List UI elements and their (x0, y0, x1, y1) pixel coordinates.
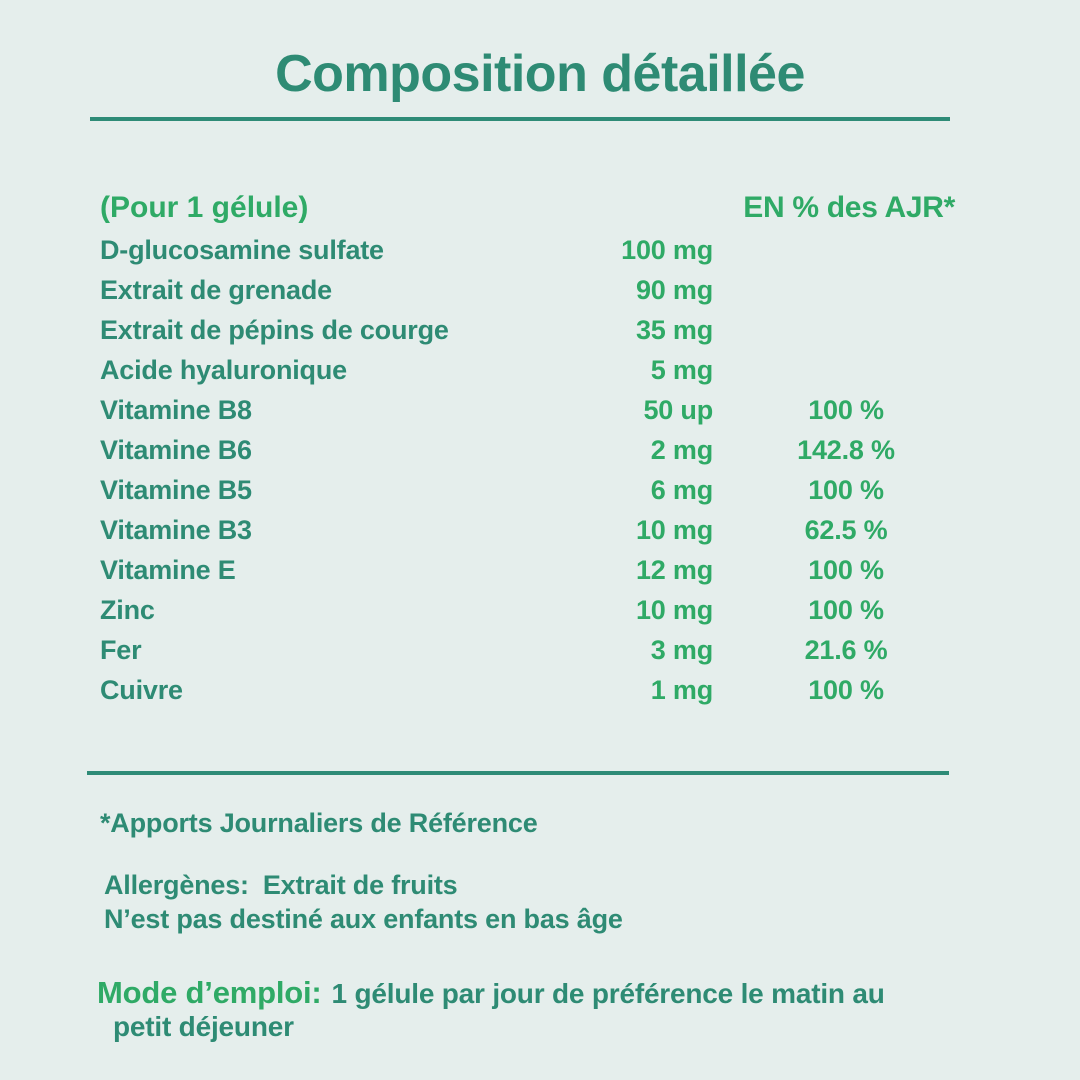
table-row (100, 590, 955, 630)
table-header-row (100, 186, 955, 230)
ingredient-amount: 3 mg (650, 634, 713, 665)
ajr-footnote: *Apports Journaliers de Référence (100, 808, 538, 838)
ingredient-name: Fer (100, 634, 142, 665)
ingredient-amount: 1 mg (650, 674, 713, 705)
ingredient-name: Acide hyaluronique (100, 354, 347, 385)
composition-table (100, 186, 955, 710)
page-title: Composition détaillée (275, 45, 805, 103)
ingredient-amount: 90 mg (635, 274, 713, 305)
ingredient-amount: 2 mg (650, 434, 713, 465)
ingredient-ajr: 142.8 % (797, 434, 895, 465)
ingredient-name: Zinc (100, 594, 155, 625)
ingredient-name: Vitamine B6 (100, 434, 252, 465)
usage-block (97, 976, 913, 1043)
table-row (100, 510, 955, 550)
ingredient-ajr: 100 % (808, 674, 884, 705)
allergens-line (104, 868, 623, 902)
ingredient-ajr: 21.6 % (804, 634, 888, 665)
ingredient-name: D-glucosamine sulfate (100, 234, 384, 265)
table-row (100, 630, 955, 670)
table-row (100, 390, 955, 430)
table-row (100, 270, 955, 310)
usage-label: Mode d’emploi: (97, 975, 322, 1010)
ingredient-ajr: 62.5 % (804, 514, 888, 545)
ingredient-ajr: 100 % (808, 394, 884, 425)
serving-size-label: (Pour 1 gélule) (100, 191, 309, 224)
table-row (100, 430, 955, 470)
ingredient-name: Vitamine B8 (100, 394, 252, 425)
ajr-column-header: EN % des AJR* (743, 191, 955, 224)
ingredient-name: Cuivre (100, 674, 183, 705)
usage-value: 1 gélule par jour de préférence le matin au petit déjeuner (113, 978, 885, 1042)
ingredient-amount: 50 up (643, 394, 713, 425)
ingredient-name: Vitamine E (100, 554, 236, 585)
footer-divider (87, 771, 949, 775)
ingredient-name: Vitamine B5 (100, 474, 252, 505)
ingredient-amount: 12 mg (635, 554, 713, 585)
table-row (100, 470, 955, 510)
ingredient-name: Extrait de grenade (100, 274, 332, 305)
table-row (100, 230, 955, 270)
ingredient-amount: 10 mg (635, 514, 713, 545)
ingredient-ajr: 100 % (808, 594, 884, 625)
children-warning: N’est pas destiné aux enfants en bas âge (104, 904, 623, 934)
ingredient-ajr: 100 % (808, 474, 884, 505)
allergens-block (104, 868, 623, 936)
ingredient-amount: 35 mg (635, 314, 713, 345)
table-body (100, 230, 955, 710)
ingredient-amount: 10 mg (635, 594, 713, 625)
ingredient-amount: 5 mg (650, 354, 713, 385)
table-row (100, 670, 955, 710)
table-row (100, 350, 955, 390)
ingredient-name: Vitamine B3 (100, 514, 252, 545)
ingredient-amount: 100 mg (621, 234, 713, 265)
ingredient-name: Extrait de pépins de courge (100, 314, 449, 345)
table-row (100, 310, 955, 350)
allergens-label: Allergènes: (104, 870, 249, 900)
ingredient-ajr: 100 % (808, 554, 884, 585)
table-row (100, 550, 955, 590)
title-divider (90, 117, 950, 121)
ingredient-amount: 6 mg (650, 474, 713, 505)
allergens-value: Extrait de fruits (262, 870, 458, 900)
